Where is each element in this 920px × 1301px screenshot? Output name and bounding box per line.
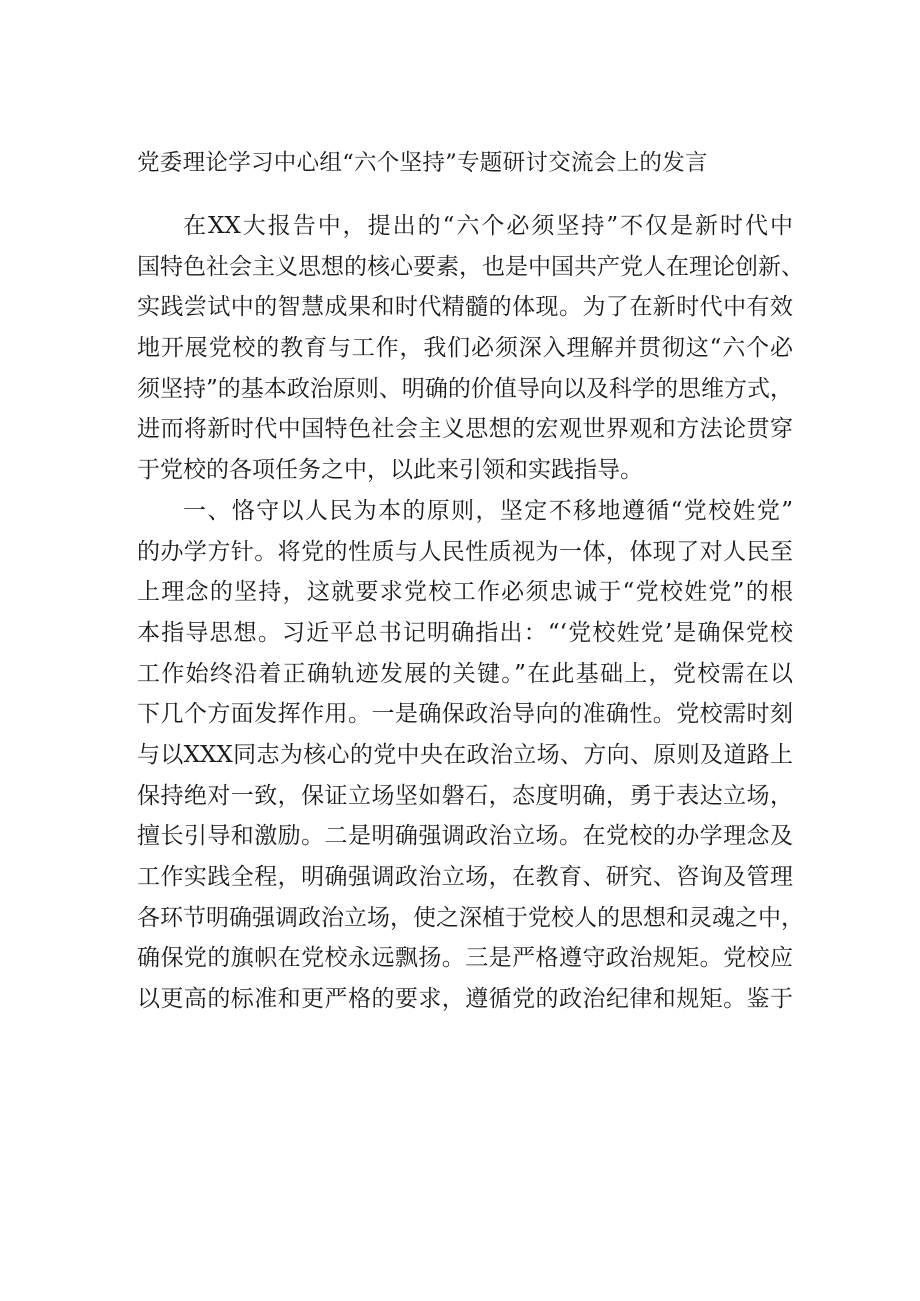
text-line: 保持绝对一致，保证立场坚如磐石，态度明确，勇于表达立场， bbox=[137, 782, 793, 809]
text-line: 地开展党校的教育与工作，我们必须深入理解并贯彻这“六个必 bbox=[137, 335, 793, 362]
text-line: 进而将新时代中国特色社会主义思想的宏观世界观和方法论贯穿 bbox=[137, 416, 793, 443]
text-line: 在XX大报告中，提出的“六个必须坚持”不仅是新时代中 bbox=[183, 213, 793, 239]
text-line: 确保党的旗帜在党校永远飘扬。三是严格遵守政治规矩。党校应 bbox=[137, 945, 793, 972]
text-line: 与以XXX同志为核心的党中央在政治立场、方向、原则及道路上 bbox=[137, 741, 793, 768]
text-line: 下几个方面发挥作用。一是确保政治导向的准确性。党校需时刻 bbox=[137, 701, 793, 728]
text-line: 国特色社会主义思想的核心要素，也是中国共产党人在理论创新、 bbox=[137, 253, 804, 280]
text-line: 一、恪守以人民为本的原则，坚定不移地遵循“党校姓党” bbox=[183, 497, 793, 524]
text-line: 于党校的各项任务之中，以此来引领和实践指导。 bbox=[137, 457, 643, 484]
document-body bbox=[137, 206, 804, 1020]
text-line: 工作始终沿着正确轨迹发展的关键。”在此基础上，党校需在以 bbox=[137, 660, 793, 687]
text-line: 工作实践全程，明确强调政治立场，在教育、研究、咨询及管理 bbox=[137, 864, 793, 890]
text-line: 的办学方针。将党的性质与人民性质视为一体，体现了对人民至 bbox=[137, 538, 793, 565]
text-line: 擅长引导和激励。二是明确强调政治立场。在党校的办学理念及 bbox=[137, 823, 793, 850]
text-line: 各环节明确强调政治立场，使之深植于党校人的思想和灵魂之中， bbox=[137, 904, 804, 931]
text-line: 上理念的坚持，这就要求党校工作必须忠诚于“党校姓党”的根 bbox=[137, 579, 793, 606]
paragraph-intro bbox=[137, 206, 804, 491]
paragraph-section-one bbox=[137, 491, 804, 1020]
text-line: 以更高的标准和更严格的要求，遵循党的政治纪律和规矩。鉴于 bbox=[137, 986, 793, 1013]
text-line: 实践尝试中的智慧成果和时代精髓的体现。为了在新时代中有效 bbox=[137, 294, 793, 321]
text-line: 须坚持”的基本政治原则、明确的价值导向以及科学的思维方式， bbox=[137, 375, 793, 402]
text-line: 本指导思想。习近平总书记明确指出：“‘党校姓党’是确保党校 bbox=[137, 619, 793, 646]
page-title: 党委理论学习中心组“六个坚持”专题研讨交流会上的发言 bbox=[137, 150, 708, 176]
